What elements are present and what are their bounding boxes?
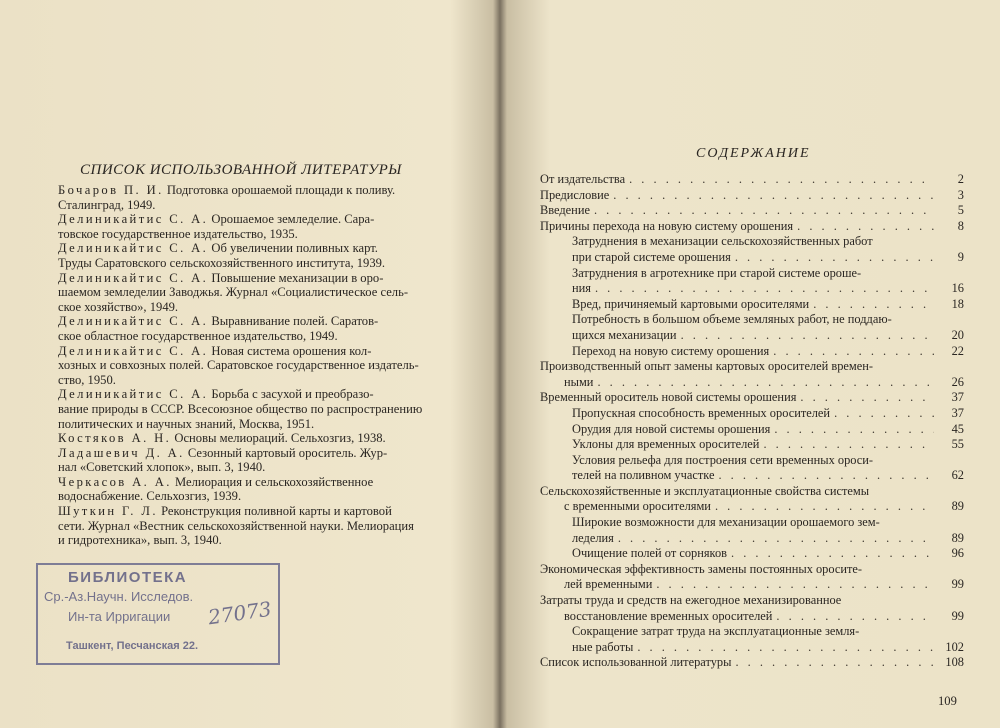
bibliography-text: сети. Журнал «Вестник сельскохозяйственной науки. Мелиорация [58,518,414,533]
bibliography-text: Сезонный картовый ороситель. Жур- [187,445,388,460]
bibliography-entry-line [58,489,453,504]
bibliography-entry-line [58,533,453,548]
toc-dot-leader [731,546,934,561]
bibliography-author: Делиникайтис С. А. [58,270,209,285]
toc-entry-text: Затруднения в агротехнике при старой системе ороше- [572,265,862,280]
toc-entry [540,172,964,188]
bibliography-author: Шуткин Г. Л. [58,504,158,519]
toc-entry [540,406,964,422]
toc-page-number: 37 [951,390,964,405]
toc-entry-text: телей на поливном участке [572,468,715,483]
toc-entry-text: Временный ороситель новой системы орошения [540,390,797,405]
bibliography-entry-line [58,183,453,198]
toc-entry-text: Вред, причиняемый картовыми оросителями [572,296,810,311]
bibliography-text: Борьба с засухой и преобразо- [211,387,374,402]
toc-entry-text: Орудия для новой системы орошения [572,421,771,436]
toc-entry [540,312,964,343]
toc-entry [540,593,964,624]
toc-page-number: 20 [951,327,964,342]
toc-entry [540,437,964,453]
toc-dot-leader [735,655,934,670]
toc-dot-leader [594,203,934,218]
toc-entry-text: Потребность в большом объеме земляных работ, не поддаю- [572,312,892,327]
toc-page-number: 9 [957,249,964,264]
bibliography-text: водоснабжение. Сельхозгиз, 1939. [58,489,242,504]
bibliography-text: шаемом земледелии Заводжья. Журнал «Социалистическое сель- [58,285,409,300]
stamp-line-3: Ин-та Ирригации [68,609,171,624]
toc-entry-text: лей временными [564,577,653,592]
bibliography-entry-line [58,212,453,227]
bibliography-entry-line [58,271,453,286]
toc-entry [540,219,964,235]
toc-dot-leader [800,390,934,405]
bibliography-entry-line [58,446,453,461]
bibliography-author: Делиникайтис С. А. [58,387,209,402]
toc-dot-leader [595,281,934,296]
bibliography-author: Черкасов А. А. [58,474,172,489]
bibliography-entry-line [58,285,453,300]
toc-entry-text: Сельскохозяйственные и эксплуатационные свойства системы [540,483,870,498]
toc-entry-text: Затруднения в механизации сельскохозяйственных работ [572,234,873,249]
toc-page-number: 22 [951,343,964,358]
bibliography-title: СПИСОК ИСПОЛЬЗОВАННОЙ ЛИТЕРАТУРЫ [80,162,402,178]
toc-entry [540,188,964,204]
bibliography-text: Сталинград, 1949. [58,197,156,212]
toc-entry [540,422,964,438]
toc-entry-text: Введение [540,203,590,218]
stamp-address: Ташкент, Песчанская 22. [66,640,199,652]
toc-entry [540,484,964,515]
bibliography-text: вание природы в СССР. Всесоюзное общество по распространению [58,401,423,416]
toc-page-number: 37 [951,405,964,420]
toc-dot-leader [735,250,934,265]
bibliography-text: хозных и совхозных полей. Саратовское государственное издатель- [58,358,419,373]
toc-page-number: 96 [951,546,964,561]
toc-entry-text: От издательства [540,172,626,186]
toc-dot-leader [597,375,934,390]
toc-entry-text: Экономическая эффективность замены постоянных оросите- [540,561,863,576]
bibliography-text: Об увеличении поливных карт. [211,241,378,256]
toc-entry [540,515,964,546]
toc-entry-text: с временными оросителями [564,499,711,514]
bibliography-entry-line [58,314,453,329]
bibliography-text: Подготовка орошаемой площади к поливу. [166,183,396,197]
toc-page-number: 16 [951,281,964,296]
bibliography-entry-line [58,519,453,534]
bibliography-entry-line [58,460,453,475]
toc-entry-text: Сокращение затрат труда на эксплуатационные земля- [572,624,860,639]
toc-entry-text: ния [572,281,591,296]
toc-dot-leader [613,188,934,203]
bibliography-text: Новая система орошения кол- [211,343,372,358]
toc-entry-text: Затраты труда и средств на ежегодное механизированное [540,593,842,608]
bibliography-entry-line [58,329,453,344]
bibliography-list [58,183,453,548]
toc-dot-leader [637,640,934,655]
toc-entry-text: Широкие возможности для механизации орошаемого зем- [572,515,880,530]
bibliography-entry-line [58,402,453,417]
toc-entry-text: леделия [572,530,614,545]
toc-page-number: 89 [951,530,964,545]
toc-entry-text: Уклоны для временных оросителей [572,437,760,452]
toc-dot-leader [834,406,934,421]
bibliography-entry-line [58,475,453,490]
toc-entry-text: Производственный опыт замены картовых оросителей времен- [540,359,874,374]
contents-title: СОДЕРЖАНИЕ [696,146,811,161]
toc-dot-leader [618,531,934,546]
toc-page-number: 99 [951,577,964,592]
toc-entry [540,390,964,406]
toc-page-number: 62 [951,468,964,483]
bibliography-text: Мелиорация и сельскохозяйственное [174,474,374,489]
bibliography-text: Выравнивание полей. Саратов- [211,314,379,329]
toc-page-number: 89 [951,499,964,514]
toc-entry [540,266,964,297]
toc-page-number: 108 [945,655,964,670]
stamp-line-1: БИБЛИОТЕКА [68,569,188,586]
toc-entry-text: ными [564,374,594,389]
bibliography-author: Делиникайтис С. А. [58,212,209,227]
right-page [502,0,1000,728]
toc-page-number: 3 [957,187,964,202]
bibliography-text: Реконструкция поливной карты и картовой [161,504,392,519]
toc-entry [540,453,964,484]
bibliography-text: ское хозяйство», 1949. [58,299,179,314]
toc-entry-text: щихся механизации [572,327,677,342]
bibliography-text: ское областное государственное издательство, 1949. [58,328,338,343]
bibliography-author: Бочаров П. И. [58,183,164,197]
toc-entry [540,624,964,655]
table-of-contents [540,172,964,671]
toc-dot-leader [763,437,934,452]
toc-dot-leader [715,499,934,514]
toc-page-number: 99 [951,608,964,623]
toc-entry [540,203,964,219]
toc-dot-leader [773,344,934,359]
bibliography-text: Основы мелиораций. Сельхозгиз, 1938. [174,431,386,446]
bibliography-entry-line [58,431,453,446]
bibliography-entry-line [58,198,453,213]
toc-entry [540,297,964,313]
toc-page-number: 102 [945,639,964,654]
toc-entry-text: Пропускная способность временных оросителей [572,405,831,420]
toc-entry [540,359,964,390]
bibliography-entry-line [58,417,453,432]
toc-dot-leader [774,422,934,437]
bibliography-entry-line [58,300,453,315]
bibliography-text: ство, 1950. [58,372,116,387]
bibliography-author: Делиникайтис С. А. [58,241,209,256]
toc-entry-text: Условия рельефа для построения сети временных ороси- [572,452,874,467]
toc-entry [540,234,964,265]
toc-entry [540,546,964,562]
bibliography-author: Делиникайтис С. А. [58,343,209,358]
bibliography-entry-line [58,227,453,242]
toc-dot-leader [629,172,934,187]
bibliography-text: Орошаемое земледелие. Сара- [211,212,375,227]
toc-dot-leader [797,219,934,234]
toc-dot-leader [776,609,934,624]
toc-entry [540,562,964,593]
page-number: 109 [938,694,957,708]
toc-page-number: 55 [951,437,964,452]
toc-page-number: 5 [957,203,964,218]
bibliography-text: Труды Саратовского сельскохозяйственного института, 1939. [58,255,386,270]
bibliography-entry-line [58,387,453,402]
toc-entry-text: Список использованной литературы [540,655,732,670]
bibliography-entry-line [58,504,453,519]
bibliography-text: товское государственное издательство, 1935. [58,226,298,241]
bibliography-text: политических и научных знаний, Москва, 1951. [58,416,315,431]
toc-dot-leader [681,328,934,343]
toc-dot-leader [656,577,934,592]
bibliography-author: Ладашевич Д. А. [58,445,185,460]
library-stamp [36,563,280,665]
toc-entry-text: при старой системе орошения [572,249,731,264]
bibliography-entry-line [58,373,453,388]
bibliography-entry-line [58,358,453,373]
bibliography-author: Костяков А. Н. [58,431,172,446]
left-page [0,0,498,728]
toc-entry [540,344,964,360]
toc-entry-text: Предисловие [540,187,610,202]
stamp-inventory-number: 27073 [206,596,273,630]
bibliography-entry-line [58,256,453,271]
toc-entry-text: Переход на новую систему орошения [572,343,770,358]
toc-page-number: 26 [951,374,964,389]
toc-page-number: 18 [951,296,964,311]
toc-dot-leader [718,468,934,483]
bibliography-text: и гидротехника», вып. 3, 1940. [58,533,222,548]
toc-dot-leader [813,297,934,312]
toc-entry-text: Причины перехода на новую систему орошения [540,218,794,233]
stamp-line-2: Ср.-Аз.Научн. Исследов. [44,589,194,604]
toc-page-number: 8 [957,218,964,233]
bibliography-text: Повышение механизации в оро- [211,270,384,285]
bibliography-text: нал «Советский хлопок», вып. 3, 1940. [58,460,266,475]
toc-page-number: 45 [951,421,964,436]
bibliography-entry-line [58,344,453,359]
toc-entry-text: Очищение полей от сорняков [572,546,727,561]
bibliography-entry-line [58,241,453,256]
toc-entry [540,655,964,671]
bibliography-author: Делиникайтис С. А. [58,314,209,329]
toc-page-number: 2 [957,172,964,186]
toc-entry-text: ные работы [572,639,634,654]
toc-entry-text: восстановление временных оросителей [564,608,773,623]
